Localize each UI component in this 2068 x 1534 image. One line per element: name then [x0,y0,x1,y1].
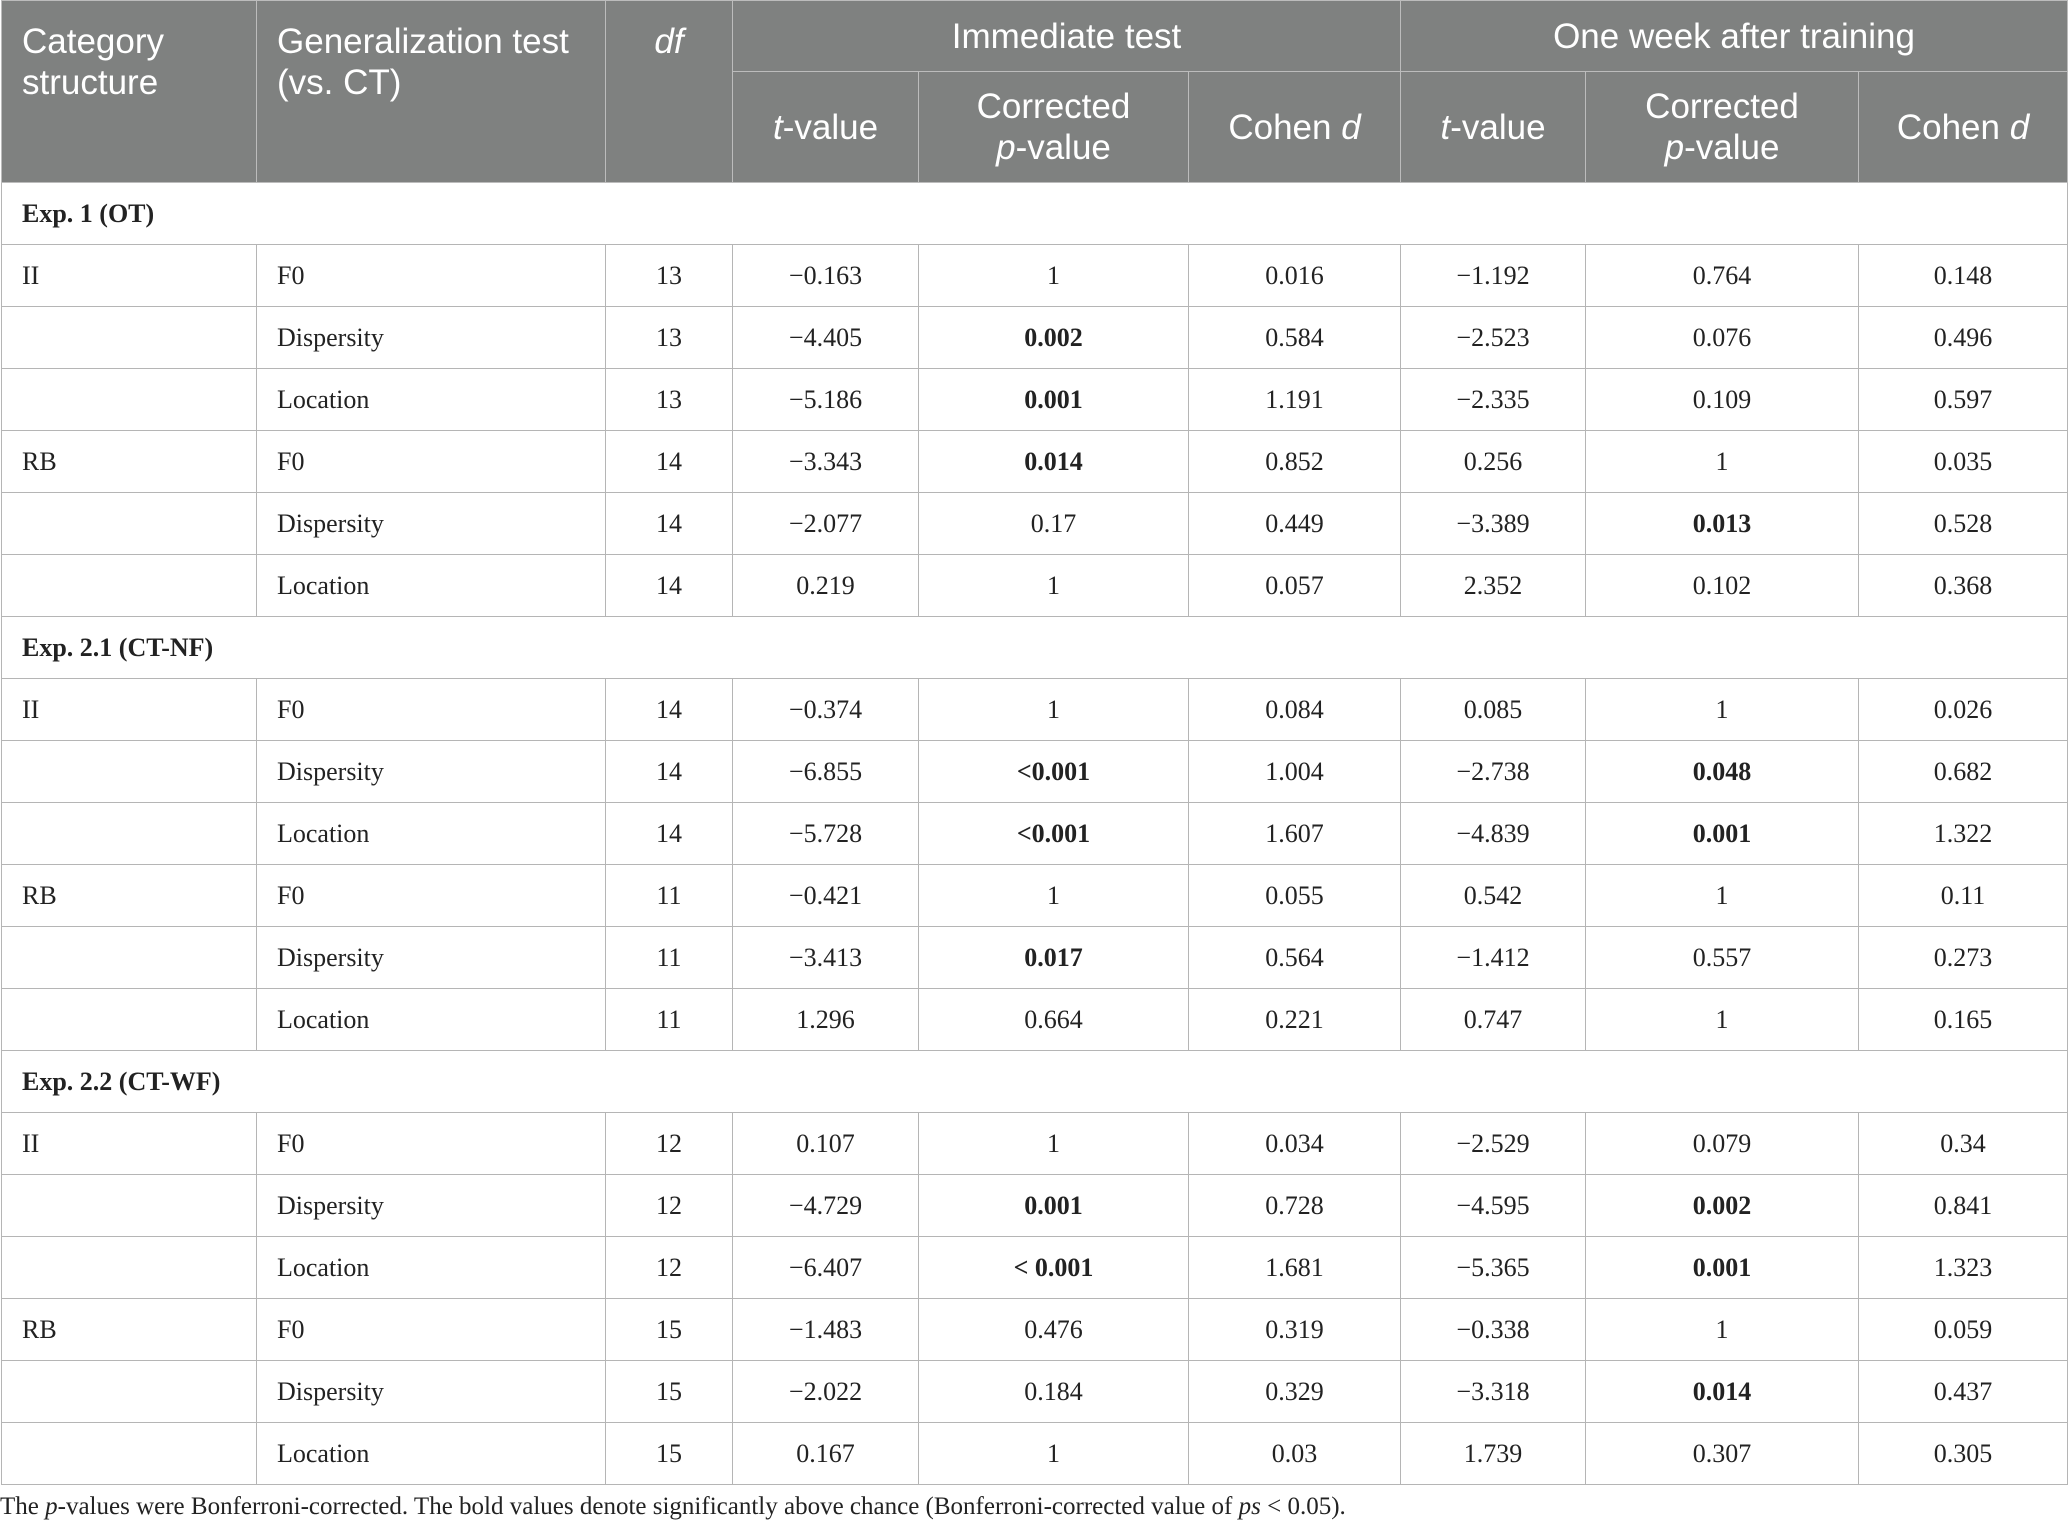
table-row [2,1113,2068,1175]
cell-df: 11 [606,865,733,927]
cell-cohen-d-week: 0.597 [1859,369,2068,431]
cell-cohen-d-week: 0.368 [1859,555,2068,617]
cell-cohen-d-week: 0.273 [1859,927,2068,989]
cell-cohen-d-week: 1.323 [1859,1237,2068,1299]
cell-t-value-week: 0.542 [1401,865,1586,927]
cell-df: 13 [606,369,733,431]
cell-generalization-test: Dispersity [257,741,606,803]
cell-df: 13 [606,307,733,369]
table-row [2,865,2068,927]
cell-corrected-p-immediate: 1 [919,1423,1189,1485]
cell-t-value-immediate: −3.413 [733,927,919,989]
cell-t-value-week: −2.335 [1401,369,1586,431]
cell-t-value-week: −5.365 [1401,1237,1586,1299]
cell-corrected-p-immediate: 0.17 [919,493,1189,555]
cell-cohen-d-immediate: 0.055 [1189,865,1401,927]
cell-corrected-p-immediate: 0.014 [919,431,1189,493]
cell-t-value-week: −1.192 [1401,245,1586,307]
cell-generalization-test: Location [257,803,606,865]
cell-corrected-p-week: 1 [1586,1299,1859,1361]
cell-t-value-immediate: −6.407 [733,1237,919,1299]
section-header-row [2,617,2068,679]
cell-t-value-week: −4.595 [1401,1175,1586,1237]
cell-generalization-test: Dispersity [257,1175,606,1237]
table-row [2,803,2068,865]
cell-corrected-p-immediate: 1 [919,555,1189,617]
cell-t-value-immediate: −0.421 [733,865,919,927]
header-generalization-test: Generalization test (vs. CT) [257,1,606,183]
cell-t-value-week: 0.085 [1401,679,1586,741]
cell-corrected-p-week: 0.014 [1586,1361,1859,1423]
cell-generalization-test: Location [257,1423,606,1485]
cell-t-value-week: 0.256 [1401,431,1586,493]
cell-t-value-week: −4.839 [1401,803,1586,865]
cell-df: 14 [606,555,733,617]
table-row [2,245,2068,307]
cell-category: II [2,679,257,741]
cell-category [2,741,257,803]
section-header-row [2,183,2068,245]
cell-corrected-p-immediate: 1 [919,865,1189,927]
cell-corrected-p-week: 0.557 [1586,927,1859,989]
cell-category [2,493,257,555]
cell-corrected-p-immediate: 0.664 [919,989,1189,1051]
cell-generalization-test: Dispersity [257,493,606,555]
cell-cohen-d-immediate: 0.057 [1189,555,1401,617]
cell-corrected-p-immediate: 1 [919,679,1189,741]
cell-t-value-immediate: −0.374 [733,679,919,741]
cell-t-value-week: 1.739 [1401,1423,1586,1485]
cell-t-value-immediate: 0.219 [733,555,919,617]
cell-df: 14 [606,431,733,493]
cell-generalization-test: Location [257,1237,606,1299]
cell-cohen-d-immediate: 0.329 [1189,1361,1401,1423]
header-t-value-immediate: t-value [733,72,919,183]
cell-t-value-week: −1.412 [1401,927,1586,989]
table-row [2,927,2068,989]
header-cohen-d-week: Cohen d [1859,72,2068,183]
cell-df: 14 [606,679,733,741]
cell-generalization-test: Dispersity [257,1361,606,1423]
cell-category [2,1237,257,1299]
cell-t-value-week: −2.738 [1401,741,1586,803]
cell-corrected-p-week: 1 [1586,431,1859,493]
cell-df: 15 [606,1361,733,1423]
cell-t-value-immediate: −4.405 [733,307,919,369]
section-title: Exp. 2.1 (CT-NF) [2,617,2068,679]
table-row [2,493,2068,555]
cell-generalization-test: Dispersity [257,307,606,369]
cell-cohen-d-immediate: 0.084 [1189,679,1401,741]
cell-cohen-d-week: 0.165 [1859,989,2068,1051]
cell-t-value-immediate: −5.728 [733,803,919,865]
cell-cohen-d-week: 0.148 [1859,245,2068,307]
cell-t-value-immediate: −5.186 [733,369,919,431]
cell-df: 12 [606,1113,733,1175]
cell-corrected-p-week: 0.013 [1586,493,1859,555]
header-corrected-p-immediate: Corrected p-value [919,72,1189,183]
cell-cohen-d-immediate: 1.004 [1189,741,1401,803]
cell-category: RB [2,1299,257,1361]
header-df: df [606,1,733,183]
cell-t-value-week: 2.352 [1401,555,1586,617]
cell-generalization-test: Location [257,369,606,431]
cell-corrected-p-week: 0.002 [1586,1175,1859,1237]
header-category-structure: Category structure [2,1,257,183]
cell-t-value-immediate: −2.022 [733,1361,919,1423]
cell-corrected-p-week: 0.001 [1586,803,1859,865]
cell-cohen-d-week: 0.841 [1859,1175,2068,1237]
cell-cohen-d-week: 1.322 [1859,803,2068,865]
cell-t-value-week: −0.338 [1401,1299,1586,1361]
table-row [2,1423,2068,1485]
cell-df: 14 [606,493,733,555]
cell-category: II [2,245,257,307]
cell-cohen-d-week: 0.035 [1859,431,2068,493]
cell-cohen-d-immediate: 1.607 [1189,803,1401,865]
cell-cohen-d-immediate: 0.852 [1189,431,1401,493]
table-row [2,989,2068,1051]
cell-corrected-p-week: 0.109 [1586,369,1859,431]
cell-cohen-d-week: 0.059 [1859,1299,2068,1361]
table-row [2,1299,2068,1361]
cell-cohen-d-immediate: 0.584 [1189,307,1401,369]
cell-cohen-d-week: 0.11 [1859,865,2068,927]
cell-category [2,1423,257,1485]
cell-cohen-d-immediate: 0.221 [1189,989,1401,1051]
cell-corrected-p-immediate: 0.001 [919,369,1189,431]
cell-df: 11 [606,927,733,989]
cell-corrected-p-immediate: 0.001 [919,1175,1189,1237]
cell-corrected-p-week: 0.076 [1586,307,1859,369]
cell-t-value-week: −2.529 [1401,1113,1586,1175]
table-row [2,431,2068,493]
cell-category [2,1361,257,1423]
cell-df: 12 [606,1175,733,1237]
cell-df: 14 [606,803,733,865]
cell-cohen-d-immediate: 1.191 [1189,369,1401,431]
cell-corrected-p-immediate: 1 [919,245,1189,307]
cell-t-value-week: −2.523 [1401,307,1586,369]
cell-cohen-d-immediate: 0.449 [1189,493,1401,555]
cell-t-value-week: 0.747 [1401,989,1586,1051]
table-row [2,307,2068,369]
cell-corrected-p-week: 0.048 [1586,741,1859,803]
cell-t-value-immediate: −3.343 [733,431,919,493]
header-one-week: One week after training [1401,1,2068,72]
cell-category [2,927,257,989]
cell-corrected-p-immediate: 0.476 [919,1299,1189,1361]
cell-df: 15 [606,1423,733,1485]
cell-corrected-p-immediate: 0.002 [919,307,1189,369]
cell-corrected-p-week: 1 [1586,679,1859,741]
section-header-row [2,1051,2068,1113]
cell-cohen-d-week: 0.026 [1859,679,2068,741]
cell-corrected-p-week: 0.307 [1586,1423,1859,1485]
cell-cohen-d-immediate: 1.681 [1189,1237,1401,1299]
cell-category: RB [2,865,257,927]
header-corrected-p-week: Corrected p-value [1586,72,1859,183]
cell-cohen-d-immediate: 0.016 [1189,245,1401,307]
cell-t-value-week: −3.318 [1401,1361,1586,1423]
cell-generalization-test: Location [257,989,606,1051]
cell-generalization-test: F0 [257,431,606,493]
cell-cohen-d-immediate: 0.03 [1189,1423,1401,1485]
cell-df: 13 [606,245,733,307]
cell-category [2,803,257,865]
cell-cohen-d-immediate: 0.319 [1189,1299,1401,1361]
cell-t-value-immediate: −0.163 [733,245,919,307]
cell-t-value-immediate: −1.483 [733,1299,919,1361]
cell-cohen-d-week: 0.496 [1859,307,2068,369]
section-title: Exp. 1 (OT) [2,183,2068,245]
cell-t-value-immediate: 1.296 [733,989,919,1051]
cell-generalization-test: F0 [257,245,606,307]
header-cohen-d-immediate: Cohen d [1189,72,1401,183]
table-row [2,369,2068,431]
cell-df: 12 [606,1237,733,1299]
cell-generalization-test: F0 [257,679,606,741]
cell-t-value-immediate: 0.107 [733,1113,919,1175]
cell-generalization-test: F0 [257,1113,606,1175]
cell-cohen-d-immediate: 0.034 [1189,1113,1401,1175]
cell-corrected-p-immediate: 1 [919,1113,1189,1175]
table-row [2,741,2068,803]
table-row [2,1237,2068,1299]
cell-t-value-immediate: −6.855 [733,741,919,803]
cell-cohen-d-immediate: 0.564 [1189,927,1401,989]
cell-cohen-d-week: 0.682 [1859,741,2068,803]
table-body [2,183,2068,1485]
cell-cohen-d-week: 0.34 [1859,1113,2068,1175]
cell-category [2,989,257,1051]
cell-generalization-test: Location [257,555,606,617]
cell-corrected-p-immediate: < 0.001 [919,1237,1189,1299]
cell-generalization-test: F0 [257,1299,606,1361]
section-title: Exp. 2.2 (CT-WF) [2,1051,2068,1113]
cell-t-value-immediate: 0.167 [733,1423,919,1485]
table-row [2,679,2068,741]
cell-generalization-test: Dispersity [257,927,606,989]
table-row [2,1361,2068,1423]
table-row [2,1175,2068,1237]
cell-corrected-p-immediate: <0.001 [919,741,1189,803]
header-t-value-week: t-value [1401,72,1586,183]
cell-category [2,555,257,617]
cell-corrected-p-week: 1 [1586,865,1859,927]
cell-corrected-p-week: 0.001 [1586,1237,1859,1299]
cell-df: 11 [606,989,733,1051]
cell-df: 14 [606,741,733,803]
cell-category: RB [2,431,257,493]
cell-corrected-p-immediate: 0.184 [919,1361,1189,1423]
cell-cohen-d-week: 0.437 [1859,1361,2068,1423]
cell-category [2,1175,257,1237]
cell-cohen-d-week: 0.528 [1859,493,2068,555]
cell-category [2,369,257,431]
cell-category: II [2,1113,257,1175]
cell-cohen-d-week: 0.305 [1859,1423,2068,1485]
header-immediate-test: Immediate test [733,1,1401,72]
cell-generalization-test: F0 [257,865,606,927]
table-row [2,555,2068,617]
table-footnote: The p-values were Bonferroni-corrected. The bold values denote significantly above chance (Bonferroni-corrected value of ps < 0.05). [0,1493,1346,1520]
cell-t-value-immediate: −4.729 [733,1175,919,1237]
cell-corrected-p-week: 0.079 [1586,1113,1859,1175]
cell-corrected-p-week: 0.764 [1586,245,1859,307]
results-table [1,0,2068,1485]
table-header [2,1,2068,183]
cell-df: 15 [606,1299,733,1361]
cell-category [2,307,257,369]
cell-t-value-immediate: −2.077 [733,493,919,555]
cell-t-value-week: −3.389 [1401,493,1586,555]
cell-corrected-p-week: 1 [1586,989,1859,1051]
cell-corrected-p-week: 0.102 [1586,555,1859,617]
cell-cohen-d-immediate: 0.728 [1189,1175,1401,1237]
cell-corrected-p-immediate: <0.001 [919,803,1189,865]
cell-corrected-p-immediate: 0.017 [919,927,1189,989]
